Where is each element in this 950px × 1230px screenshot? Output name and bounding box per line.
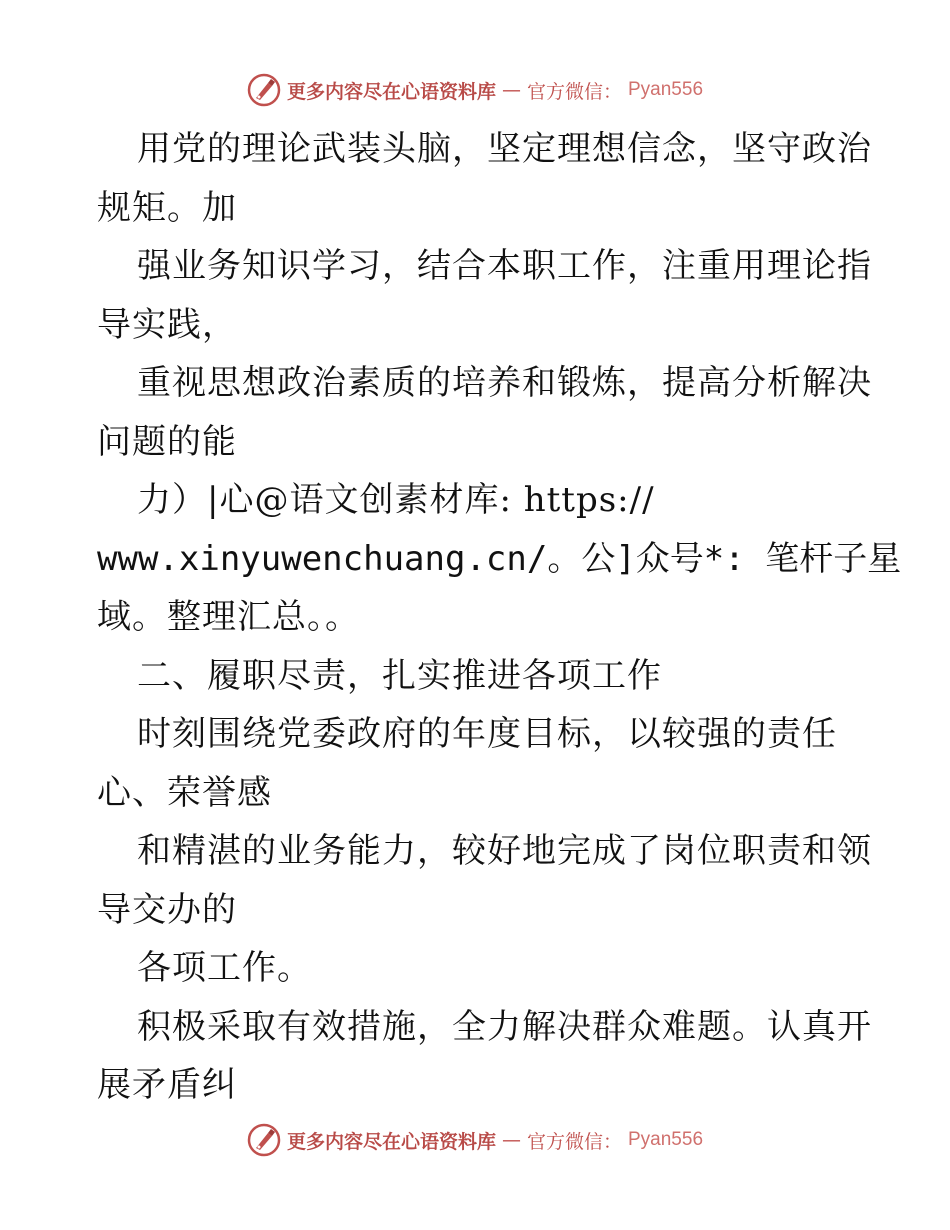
body-line: 展矛盾纠 (97, 1065, 237, 1105)
body-line: 强业务知识学习，结合本职工作，注重用理论指 (137, 246, 872, 286)
body-line: 导实践， (97, 304, 237, 345)
header-banner (0, 70, 950, 110)
banner-wechat-handle: Pyan556 (628, 79, 704, 100)
section-heading: 二、履职尽责，扎实推进各项工作 (137, 655, 662, 696)
body-line: 心、荣誉感 (97, 772, 272, 813)
body-line: 问题的能 (97, 421, 237, 462)
body-line: 规矩。加 (97, 187, 237, 228)
footer-banner (0, 1120, 950, 1160)
body-line: 重视思想政治素质的培养和锻炼，提高分析解决 (137, 363, 872, 403)
body-line: 时刻围绕党委政府的年度目标，以较强的责任 (137, 714, 837, 754)
banner-separator: — (501, 79, 521, 101)
banner-wechat-label: 官方微信： (526, 80, 622, 103)
body-line: 域。整理汇总。。 (97, 597, 360, 637)
body-line: 积极采取有效措施，全力解决群众难题。认真开 (137, 1006, 872, 1047)
body-line: www.xinyuwenchuang.cn/。公]众号*: 笔杆子星 (97, 538, 902, 579)
document-body (97, 120, 902, 1115)
fountain-pen-logo-icon (247, 73, 281, 107)
body-line: 用党的理论武装头脑，坚定理想信念，坚守政治 (137, 129, 872, 169)
banner-wechat-handle: Pyan556 (628, 1129, 704, 1150)
body-line: 和精湛的业务能力，较好地完成了岗位职责和领 (137, 831, 872, 871)
banner-separator: — (501, 1129, 521, 1151)
body-line: 导交办的 (97, 889, 237, 930)
fountain-pen-logo-icon (247, 1123, 281, 1157)
banner-brand-text: 更多内容尽在心语资料库 (286, 80, 496, 103)
body-line: 力）|心@语文创素材库: https:// (137, 480, 655, 520)
body-line: 各项工作。 (137, 948, 312, 988)
banner-brand-text: 更多内容尽在心语资料库 (286, 1130, 496, 1153)
banner-wechat-label: 官方微信： (526, 1130, 622, 1153)
